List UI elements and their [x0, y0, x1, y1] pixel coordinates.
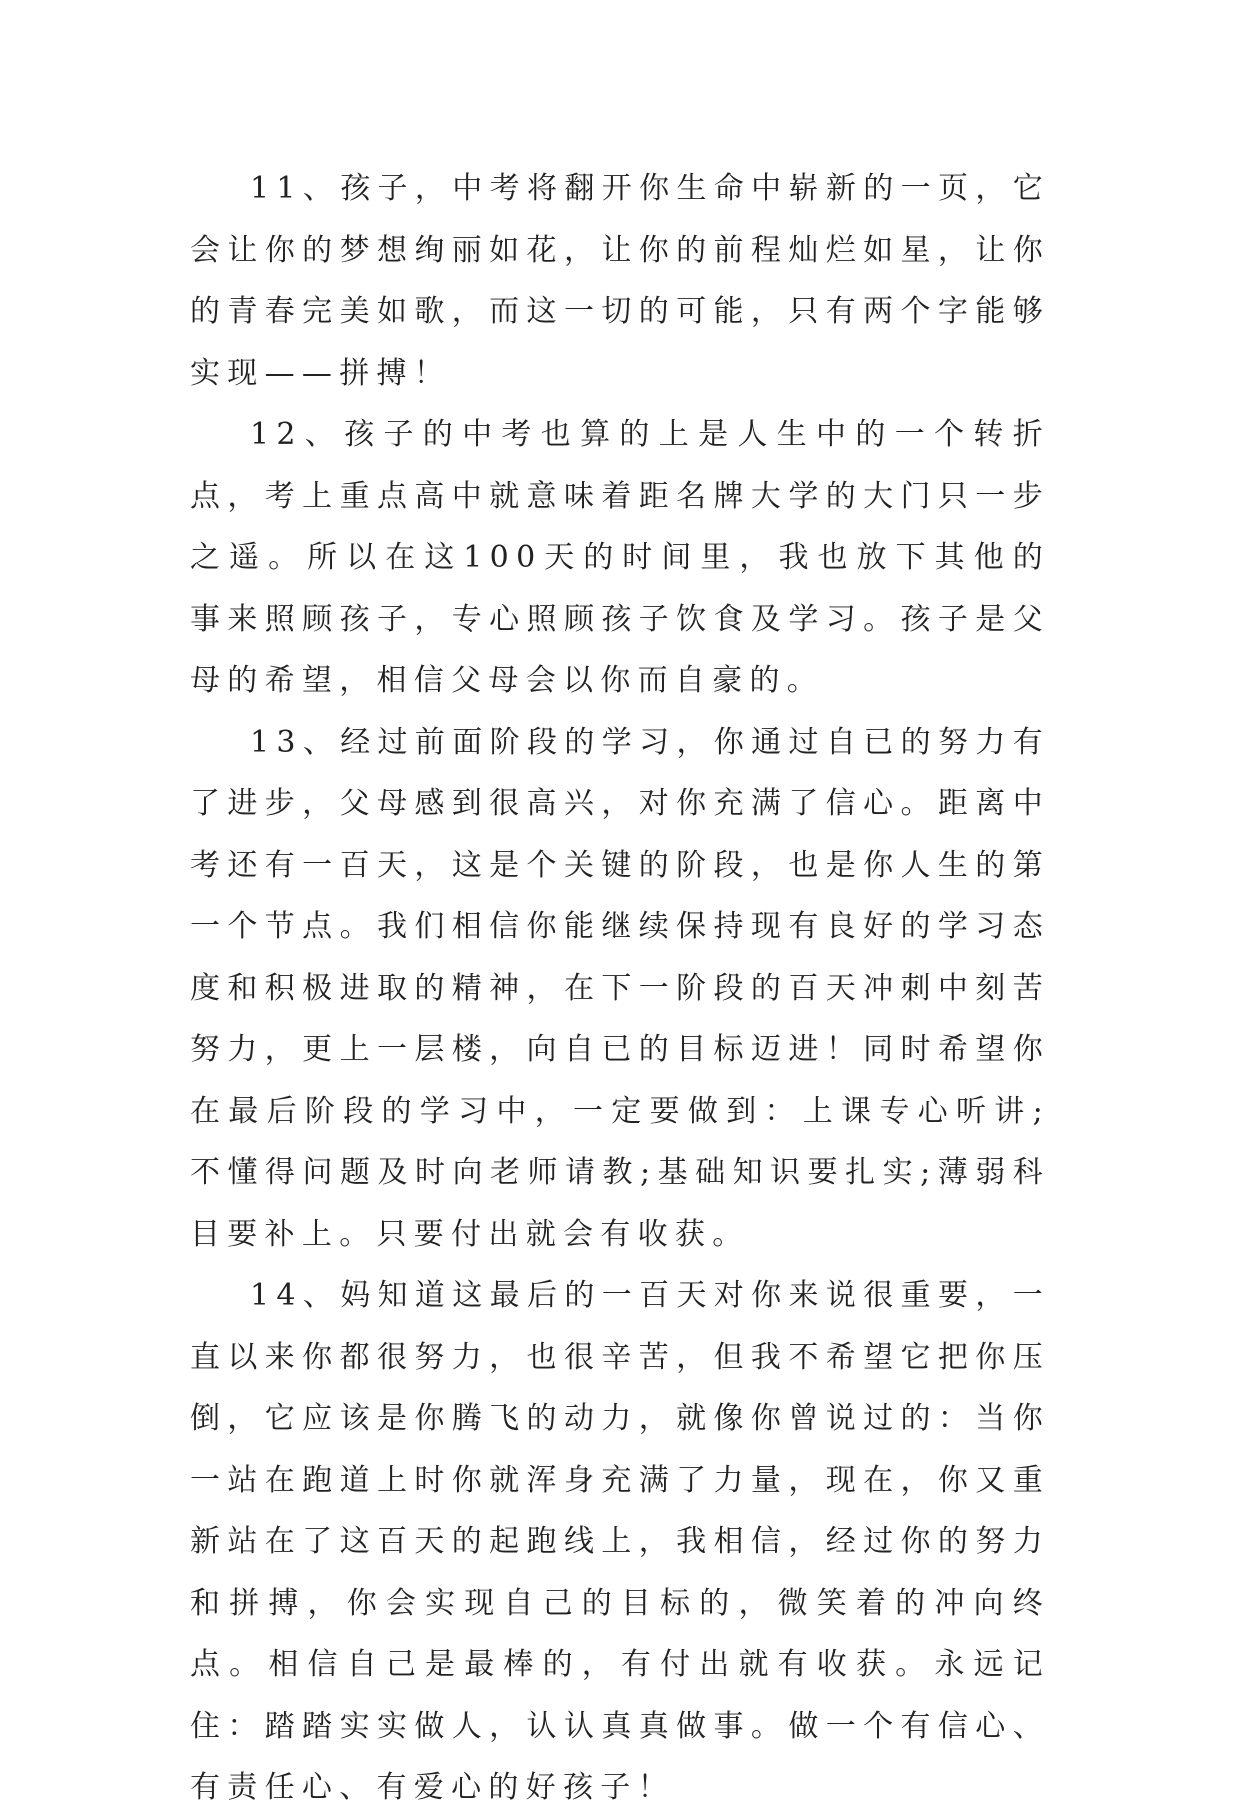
paragraph-14: 14、妈知道这最后的一百天对你来说很重要，一直以来你都很努力，也很辛苦，但我不希望它把你压倒，它应该是你腾飞的动力，就像你曾说过的：当你一站在跑道上时你就浑身充满了力量，现在，你又重新站在了这百天的起跑线上，我相信，经过你的努力和拼搏，你会实现自己的目标的，微笑着的冲向终点。相信自己是最棒的，有付出就有收获。永远记住：踏踏实实做人，认认真真做事。做一个有信心、有责任心、有爱心的好孩子！	[190, 1278, 1050, 1805]
paragraph-13: 13、经过前面阶段的学习，你通过自已的努力有了进步，父母感到很高兴，对你充满了信心。距离中考还有一百天，这是个关键的阶段，也是你人生的第一个节点。我们相信你能继续保持现有良好的学习态度和积极进取的精神，在下一阶段的百天冲刺中刻苦努力，更上一层楼，向自已的目标迈进！同时希望你在最后阶段的学习中，一定要做到：上课专心听讲;不懂得问题及时向老师请教;基础知识要扎实;薄弱科目要补上。只要付出就会有收获。	[190, 724, 1050, 1252]
paragraph-11: 11、孩子，中考将翻开你生命中崭新的一页，它会让你的梦想绚丽如花，让你的前程灿烂如星，让你的青春完美如歌，而这一切的可能，只有两个字能够实现——拼搏！	[190, 171, 1050, 391]
document-body	[190, 158, 1050, 1819]
paragraph-12: 12、孩子的中考也算的上是人生中的一个转折点，考上重点高中就意味着距名牌大学的大门只一步之遥。所以在这100天的时间里，我也放下其他的事来照顾孩子，专心照顾孩子饮食及学习。孩子是父母的希望，相信父母会以你而自豪的。	[190, 417, 1050, 698]
